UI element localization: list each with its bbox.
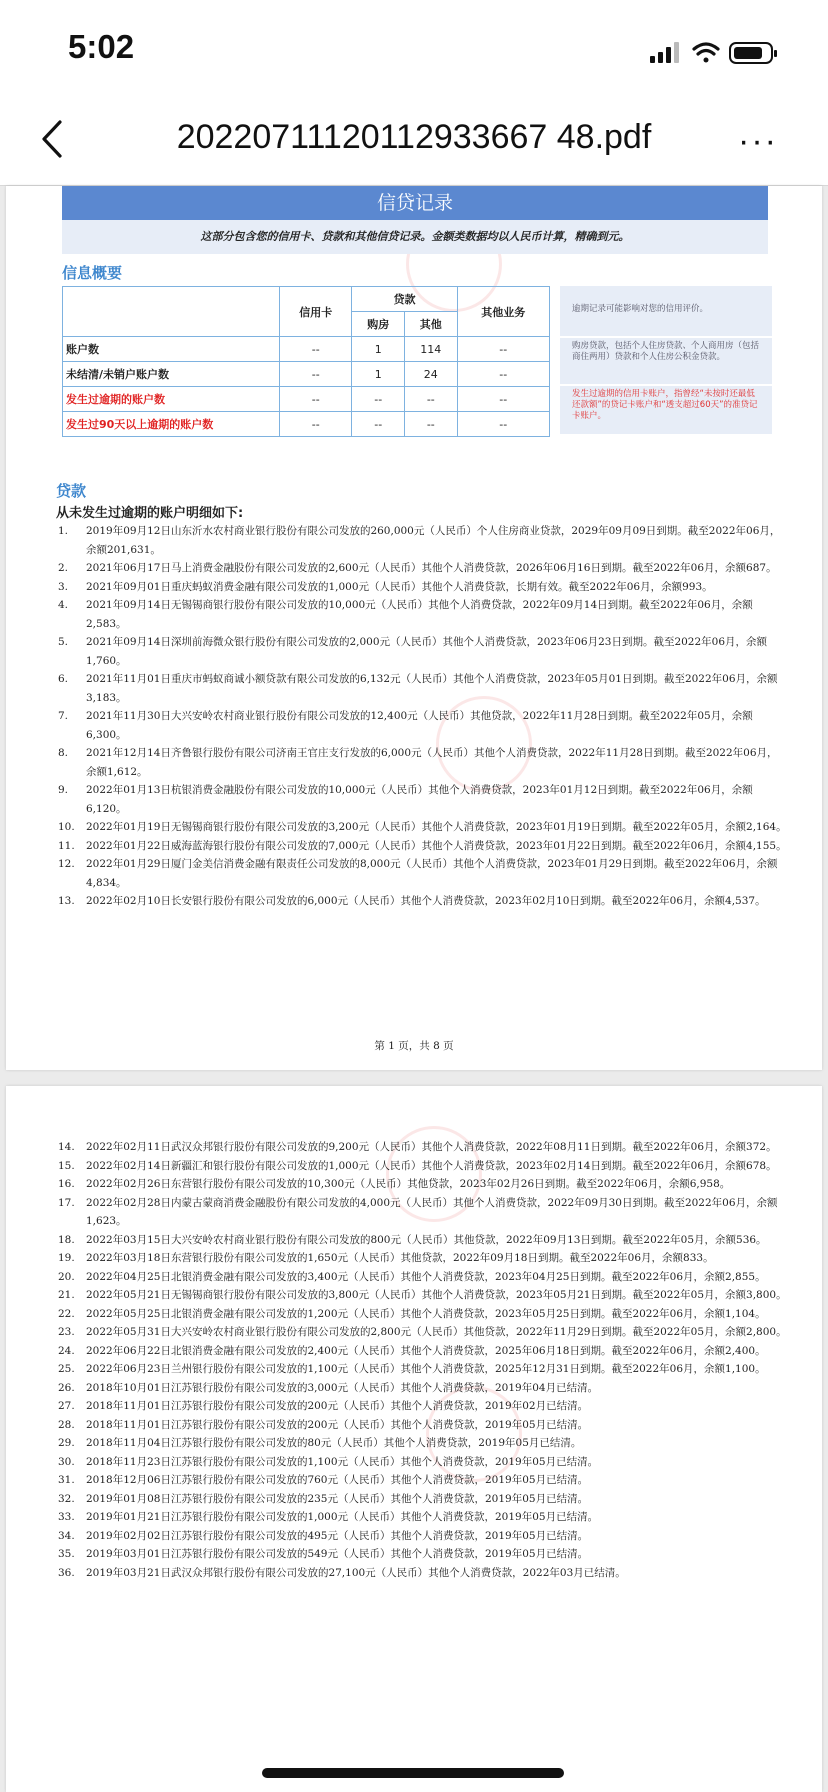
loan-number: 6. [58,673,69,685]
loan-number: 23. [58,1326,75,1338]
loan-text: 2022年03月18日东营银行股份有限公司发放的1,650元（人民币）其他贷款，2022年09月18日到期。截至2022年06月，余额833。 [86,1252,714,1264]
loan-item [58,1305,788,1324]
loan-text: 2019年03月21日武汉众邦银行股份有限公司发放的27,100元（人民币）其他个人消费贷款，2022年03月已结清。 [86,1566,626,1579]
loan-text: 2022年02月26日东营银行股份有限公司发放的10,300元（人民币）其他贷款，2023年02月26日到期。截至2022年06月，余额6,958。 [86,1178,731,1190]
loan-item [58,1416,788,1435]
loan-item [58,1527,788,1546]
cell: -- [352,387,405,412]
header-credit-card: 信用卡 [280,287,352,337]
loan-text: 2021年12月14日齐鲁银行股份有限公司济南王官庄支行发放的6,000元（人民币）其他个人消费贷款，2022年11月28日到期。截至2022年06月，余额1,612。 [86,747,778,778]
row-label: 发生过逾期的账户数 [63,387,280,412]
loan-text: 2018年10月01日江苏银行股份有限公司发放的3,000元（人民币）其他个人消费贷款，2019年04月已结清。 [86,1381,599,1394]
header-other-business: 其他业务 [457,287,549,337]
status-bar [0,0,828,100]
loan-text: 2022年01月19日无锡锡商银行股份有限公司发放的3,200元（人民币）其他个人消费贷款，2023年01月19日到期。截至2022年05月，余额2,164。 [86,821,787,833]
loan-number: 15. [58,1159,75,1172]
pdf-page-1[interactable] [6,186,822,1070]
loan-number: 11. [58,839,75,852]
loan-item [58,837,788,856]
loans-lead: 从未发生过逾期的账户明细如下: [56,506,244,521]
side-note: 逾期记录可能影响对您的信用评价。 [560,286,772,336]
loan-item [58,1434,788,1453]
loan-text: 2018年11月04日江苏银行股份有限公司发放的80元（人民币）其他个人消费贷款，2019年05月已结清。 [86,1437,582,1449]
side-note: 购房贷款，包括个人住房贷款、个人商用房（包括商住两用）贷款和个人住房公积金贷款。 [560,338,772,384]
loan-item [58,670,788,707]
loan-text: 2021年09月01日重庆蚂蚁消费金融有限公司发放的1,000元（人民币）其他个人消费贷款，长期有效。截至2022年06月，余额993。 [86,580,713,593]
table-header-row [63,287,550,312]
loans-title: 贷款 [56,482,87,500]
loan-number: 36. [58,1566,75,1579]
table-row [63,337,550,362]
loan-text: 2021年06月17日马上消费金融股份有限公司发放的2,600元（人民币）其他个人消费贷款，2026年06月16日到期。截至2022年06月，余额687。 [86,562,777,574]
loan-number: 27. [58,1400,75,1412]
more-options-button[interactable]: ··· [738,122,778,160]
loan-item [58,1471,788,1490]
loan-item [58,1231,788,1250]
loan-text: 2022年02月28日内蒙古蒙商消费金融股份有限公司发放的4,000元（人民币）其他个人消费贷款，2022年09月30日到期。截至2022年06月，余额1,623。 [86,1196,778,1227]
nav-bar [0,100,828,186]
row-label: 账户数 [63,337,280,362]
overview-title: 信息概要 [62,264,123,282]
cell: -- [405,412,458,437]
document-title: 20220711120112933667 48.pdf [176,118,652,156]
status-time: 5:02 [68,28,135,65]
loan-item [58,1342,788,1361]
loan-text: 2018年11月01日江苏银行股份有限公司发放的200元（人民币）其他个人消费贷款，2019年05月已结清。 [86,1418,589,1431]
loan-item [58,1286,788,1305]
loan-number: 1. [58,525,69,537]
table-row [63,387,550,412]
loan-text: 2019年02月02日江苏银行股份有限公司发放的495元（人民币）其他个人消费贷款，2019年05月已结清。 [86,1529,589,1542]
cell: 1 [352,337,405,362]
loan-item [58,892,788,911]
loan-item [58,559,788,578]
cell: -- [352,412,405,437]
loan-item [58,1453,788,1472]
loan-number: 30. [58,1455,75,1468]
wifi-icon [694,44,718,63]
cell: 114 [405,337,458,362]
loan-list [58,1138,788,1582]
cell: -- [457,337,549,362]
loan-text: 2022年05月21日无锡锡商银行股份有限公司发放的3,800元（人民币）其他个人消费贷款，2023年05月21日到期。截至2022年05月，余额3,800。 [86,1289,787,1301]
loan-text: 2022年06月22日北银消费金融有限公司发放的2,400元（人民币）其他个人消费贷款，2025年06月18日到期。截至2022年06月，余额2,400。 [86,1344,766,1357]
loan-text: 2019年01月21日江苏银行股份有限公司发放的1,000元（人民币）其他个人消费贷款，2019年05月已结清。 [86,1511,599,1523]
loan-text: 2019年09月12日山东沂水农村商业银行股份有限公司发放的260,000元（人民币）个人住房商业贷款，2029年09月09日到期。截至2022年06月，余额201,631。 [86,525,781,556]
loan-text: 2022年01月13日杭银消费金融股份有限公司发放的10,000元（人民币）其他个人消费贷款，2023年01月12日到期。截至2022年06月，余额6,120。 [86,784,753,815]
side-note: 发生过逾期的信用卡账户，指曾经“未按时还最低还款额”的贷记卡账户和“透支超过60天”的准贷记卡账户。 [560,386,772,434]
loan-list [58,522,788,911]
loan-item [58,1490,788,1509]
loan-number: 22. [58,1307,75,1320]
table-row [63,412,550,437]
battery-icon [730,43,777,63]
cell: -- [457,387,549,412]
cell: -- [405,387,458,412]
section-subbanner: 这部分包含您的信用卡、贷款和其他信贷记录。金额类数据均以人民币计算，精确到元。 [62,220,768,254]
loan-number: 12. [58,858,75,870]
loan-text: 2022年02月14日新疆汇和银行股份有限公司发放的1,000元（人民币）其他个人消费贷款，2023年02月14日到期。截至2022年06月，余额678。 [86,1159,777,1172]
loan-text: 2018年12月06日江苏银行股份有限公司发放的760元（人民币）其他个人消费贷款，2019年05月已结清。 [86,1474,589,1486]
loan-number: 28. [58,1418,75,1431]
loan-item [58,744,788,781]
loan-number: 9. [58,784,69,796]
loan-number: 7. [58,710,69,722]
loan-item [58,1249,788,1268]
loan-text: 2022年01月29日厦门金美信消费金融有限责任公司发放的8,000元（人民币）其他个人消费贷款，2023年01月29日到期。截至2022年06月，余额4,834。 [86,858,778,889]
loan-number: 31. [58,1474,75,1486]
loan-number: 35. [58,1548,75,1560]
loan-text: 2022年01月22日威海蓝海银行股份有限公司发放的7,000元（人民币）其他个人消费贷款，2023年01月22日到期。截至2022年06月，余额4,155。 [86,839,787,852]
loan-item [58,522,788,559]
loan-item [58,578,788,597]
loan-number: 17. [58,1196,75,1209]
loan-item [58,1175,788,1194]
loan-number: 10. [58,821,75,833]
header-other: 其他 [405,312,458,337]
cell: 24 [405,362,458,387]
loan-item [58,1379,788,1398]
loan-number: 13. [58,895,75,907]
table-row [63,362,550,387]
loan-item [58,633,788,670]
loan-number: 14. [58,1141,75,1153]
loan-text: 2022年04月25日北银消费金融有限公司发放的3,400元（人民币）其他个人消费贷款，2023年04月25日到期。截至2022年06月，余额2,855。 [86,1270,766,1283]
cellular-signal-icon [650,42,679,63]
loan-item [58,1138,788,1157]
loan-number: 18. [58,1233,75,1246]
page-footer: 第 1 页，共 8 页 [374,1040,454,1052]
loan-text: 2021年11月01日重庆市蚂蚁商诚小额贷款有限公司发放的6,132元（人民币）其他个人消费贷款，2023年05月01日到期。截至2022年06月，余额3,183。 [86,673,778,704]
loan-item [58,1157,788,1176]
loan-number: 34. [58,1529,75,1542]
loan-text: 2022年02月11日武汉众邦银行股份有限公司发放的9,200元（人民币）其他个人消费贷款，2022年08月11日到期。截至2022年06月，余额372。 [86,1141,777,1153]
loan-text: 2018年11月23日江苏银行股份有限公司发放的1,100元（人民币）其他个人消费贷款，2019年05月已结清。 [86,1455,599,1468]
loan-number: 25. [58,1363,75,1375]
header-housing: 购房 [352,312,405,337]
cell: -- [280,387,352,412]
loan-number: 26. [58,1381,75,1394]
loan-item [58,1397,788,1416]
loan-number: 8. [58,747,69,759]
loan-text: 2021年09月14日无锡锡商银行股份有限公司发放的10,000元（人民币）其他个人消费贷款，2022年09月14日到期。截至2022年06月，余额2,583。 [86,599,753,630]
loan-text: 2022年05月25日北银消费金融有限公司发放的1,200元（人民币）其他个人消费贷款，2023年05月25日到期。截至2022年06月，余额1,104。 [86,1307,766,1320]
status-icons [650,40,790,68]
loan-number: 16. [58,1178,75,1190]
loan-item [58,596,788,633]
loan-number: 21. [58,1289,75,1301]
loan-item [58,1194,788,1231]
loan-number: 5. [58,636,69,648]
loan-item [58,855,788,892]
row-label: 发生过90天以上逾期的账户数 [63,412,280,437]
row-label: 未结清/未销户账户数 [63,362,280,387]
cell: -- [280,362,352,387]
loan-item [58,1268,788,1287]
home-indicator[interactable] [262,1768,564,1778]
cell: -- [280,412,352,437]
cell: -- [457,412,549,437]
cell: 1 [352,362,405,387]
loan-text: 2022年03月15日大兴安岭农村商业银行股份有限公司发放的800元（人民币）其他贷款，2022年09月13日到期。截至2022年05月，余额536。 [86,1233,767,1246]
loan-item [58,1545,788,1564]
overview-table [62,286,550,437]
header-loan: 贷款 [352,287,457,312]
loan-number: 19. [58,1252,75,1264]
loan-item [58,1323,788,1342]
loan-text: 2022年02月10日长安银行股份有限公司发放的6,000元（人民币）其他个人消费贷款，2023年02月10日到期。截至2022年06月，余额4,537。 [86,895,766,907]
loan-text: 2022年06月23日兰州银行股份有限公司发放的1,100元（人民币）其他个人消费贷款，2025年12月31日到期。截至2022年06月，余额1,100。 [86,1363,766,1375]
section-banner: 信贷记录 [62,186,768,220]
loan-number: 4. [58,599,69,611]
loan-number: 32. [58,1492,75,1505]
pdf-page-2[interactable] [6,1086,822,1792]
loan-item [58,1360,788,1379]
loan-text: 2019年03月01日江苏银行股份有限公司发放的549元（人民币）其他个人消费贷款，2019年05月已结清。 [86,1548,589,1560]
loan-item [58,781,788,818]
loan-text: 2019年01月08日江苏银行股份有限公司发放的235元（人民币）其他个人消费贷款，2019年05月已结清。 [86,1492,589,1505]
loan-item [58,1564,788,1583]
loan-text: 2018年11月01日江苏银行股份有限公司发放的200元（人民币）其他个人消费贷款，2019年02月已结清。 [86,1400,589,1412]
loan-number: 24. [58,1344,75,1357]
cell: -- [280,337,352,362]
header-blank [63,287,280,337]
loan-number: 33. [58,1511,75,1523]
loan-number: 20. [58,1270,75,1283]
loan-number: 3. [58,580,69,593]
loan-number: 29. [58,1437,75,1449]
loan-item [58,1508,788,1527]
loan-text: 2022年05月31日大兴安岭农村商业银行股份有限公司发放的2,800元（人民币）其他贷款，2022年11月29日到期。截至2022年05月，余额2,800。 [86,1326,787,1338]
cell: -- [457,362,549,387]
loan-text: 2021年11月30日大兴安岭农村商业银行股份有限公司发放的12,400元（人民币）其他贷款，2022年11月28日到期。截至2022年05月，余额6,300。 [86,710,753,741]
loan-item [58,707,788,744]
loan-item [58,818,788,837]
loan-number: 2. [58,562,69,574]
loan-text: 2021年09月14日深圳前海微众银行股份有限公司发放的2,000元（人民币）其他个人消费贷款，2023年06月23日到期。截至2022年06月，余额1,760。 [86,636,768,667]
